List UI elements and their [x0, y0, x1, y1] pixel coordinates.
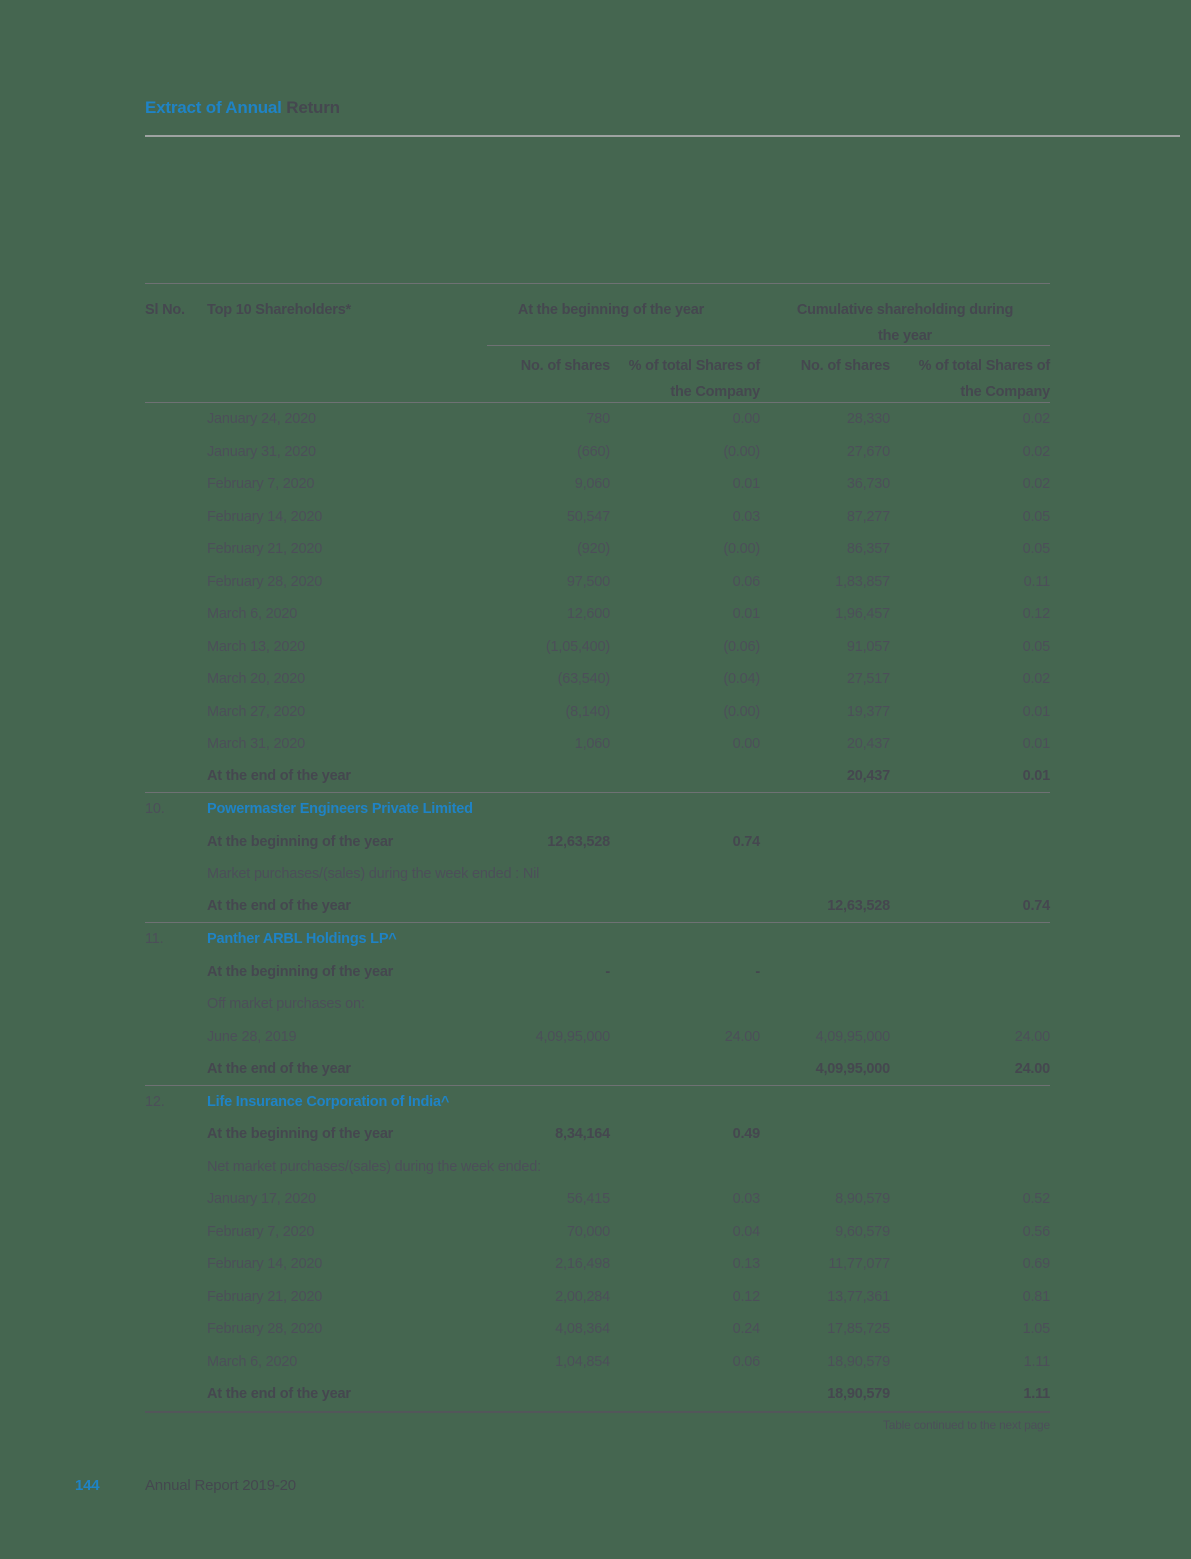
- cell-begin-shares: 1,060: [574, 736, 610, 753]
- cell-cum-shares: 9,60,579: [835, 1223, 890, 1240]
- cell-label: Panther ARBL Holdings LP^: [207, 931, 397, 948]
- cell-sl-no: 12.: [145, 1093, 165, 1110]
- table-body: [145, 403, 1050, 1413]
- cell-label: At the beginning of the year: [207, 833, 394, 850]
- cell-cum-pct: 0.56: [1022, 1223, 1050, 1240]
- table-row: [145, 956, 1050, 989]
- cell-label: Net market purchases/(sales) during the week ended:: [207, 1158, 541, 1175]
- group-header-divider: [487, 345, 1050, 346]
- cell-label: Market purchases/(sales) during the week ended : Nil: [207, 866, 540, 883]
- cell-begin-pct: 0.03: [732, 508, 760, 525]
- table-continuation-note: Table continued to the next page: [882, 1418, 1050, 1432]
- cell-begin-pct: 0.12: [732, 1288, 760, 1305]
- table-row: [145, 566, 1050, 599]
- table-row: [145, 826, 1050, 859]
- cell-begin-shares: (63,540): [557, 671, 610, 688]
- cell-cum-pct: 0.02: [1022, 443, 1050, 460]
- cell-begin-pct: 0.06: [732, 1353, 760, 1370]
- cell-label: February 21, 2020: [207, 1288, 323, 1305]
- cell-begin-shares: 2,00,284: [555, 1288, 610, 1305]
- table-row: [145, 891, 1050, 924]
- table-row: [145, 533, 1050, 566]
- cell-cum-pct: 24.00: [1014, 1028, 1050, 1045]
- cell-sl-no: 10.: [145, 801, 165, 818]
- cell-cum-pct: 0.01: [1022, 736, 1050, 753]
- table-header: [145, 283, 1050, 403]
- cell-label: January 31, 2020: [207, 443, 316, 460]
- table-row: [145, 1086, 1050, 1119]
- subheader-pct-begin: % of total Shares of the Company: [628, 358, 760, 400]
- cell-begin-pct: 0.03: [732, 1191, 760, 1208]
- cell-begin-shares: 780: [586, 411, 610, 428]
- cell-cum-shares: 18,90,579: [827, 1353, 890, 1370]
- cell-begin-shares: 8,34,164: [555, 1126, 610, 1143]
- cell-cum-pct: 0.02: [1022, 671, 1050, 688]
- cell-cum-shares: 27,670: [846, 443, 890, 460]
- cell-label: At the end of the year: [207, 1060, 351, 1077]
- cell-begin-shares: (920): [577, 541, 610, 558]
- cell-cum-pct: 0.05: [1022, 638, 1050, 655]
- cell-label: March 6, 2020: [207, 606, 298, 623]
- cell-label: March 27, 2020: [207, 703, 305, 720]
- cell-cum-shares: 17,85,725: [827, 1321, 890, 1338]
- subheader-pct-cum: % of total Shares of the Company: [918, 358, 1050, 400]
- cell-label: February 14, 2020: [207, 508, 323, 525]
- cell-begin-shares: (8,140): [565, 703, 610, 720]
- cell-cum-pct: 0.05: [1022, 508, 1050, 525]
- cell-label: Off market purchases on:: [207, 996, 365, 1013]
- cell-cum-shares: 12,63,528: [827, 898, 890, 915]
- cell-begin-pct: 0.74: [732, 833, 760, 850]
- cell-label: February 28, 2020: [207, 1321, 323, 1338]
- cell-cum-shares: 91,057: [846, 638, 890, 655]
- cell-cum-shares: 13,77,361: [827, 1288, 890, 1305]
- cell-begin-shares: 12,600: [566, 606, 610, 623]
- cell-label: February 7, 2020: [207, 476, 315, 493]
- cell-cum-shares: 1,96,457: [835, 606, 890, 623]
- footer-report-label: Annual Report 2019-20: [145, 1477, 296, 1494]
- cell-begin-pct: 0.04: [732, 1223, 760, 1240]
- cell-cum-pct: 1.11: [1023, 1386, 1050, 1403]
- cell-begin-pct: 0.06: [732, 573, 760, 590]
- cell-cum-pct: 0.02: [1022, 411, 1050, 428]
- cell-label: March 6, 2020: [207, 1353, 298, 1370]
- cell-cum-shares: 28,330: [846, 411, 890, 428]
- table-row: [145, 1118, 1050, 1151]
- cell-begin-shares: -: [605, 963, 610, 980]
- cell-cum-pct: 1.11: [1023, 1353, 1050, 1370]
- cell-cum-pct: 0.02: [1022, 476, 1050, 493]
- cell-label: February 7, 2020: [207, 1223, 315, 1240]
- cell-cum-shares: 11,77,077: [828, 1256, 890, 1273]
- cell-label: January 17, 2020: [207, 1191, 316, 1208]
- page-title-accent: Extract of Annual: [145, 98, 282, 117]
- cell-cum-shares: 8,90,579: [835, 1191, 890, 1208]
- cell-begin-pct: 0.01: [732, 606, 760, 623]
- cell-begin-pct: 24.00: [724, 1028, 760, 1045]
- cell-begin-shares: 70,000: [566, 1223, 610, 1240]
- cell-cum-shares: 4,09,95,000: [815, 1060, 890, 1077]
- cell-cum-pct: 24.00: [1014, 1060, 1050, 1077]
- cell-label: Powermaster Engineers Private Limited: [207, 801, 473, 818]
- page-title-rest: Return: [281, 98, 340, 117]
- cell-label: March 20, 2020: [207, 671, 305, 688]
- table-row: [145, 858, 1050, 891]
- header-group-cumulative-line1: Cumulative shareholding during: [796, 302, 1014, 318]
- subheader-shares-cum: No. of shares: [800, 358, 890, 374]
- cell-label: At the end of the year: [207, 1386, 351, 1403]
- cell-begin-pct: 0.00: [732, 736, 760, 753]
- cell-begin-pct: (0.00): [723, 703, 760, 720]
- table-row: [145, 1021, 1050, 1054]
- table-row: [145, 1053, 1050, 1086]
- cell-begin-pct: -: [755, 963, 760, 980]
- cell-cum-shares: 4,09,95,000: [815, 1028, 890, 1045]
- cell-begin-shares: 4,09,95,000: [535, 1028, 610, 1045]
- cell-cum-pct: 0.69: [1022, 1256, 1050, 1273]
- cell-begin-pct: (0.04): [723, 671, 760, 688]
- table-row: [145, 1248, 1050, 1281]
- cell-begin-pct: (0.00): [723, 541, 760, 558]
- cell-label: February 28, 2020: [207, 573, 323, 590]
- cell-cum-shares: 20,437: [846, 768, 890, 785]
- cell-label: January 24, 2020: [207, 411, 316, 428]
- cell-label: February 21, 2020: [207, 541, 323, 558]
- cell-cum-pct: 1.05: [1022, 1321, 1050, 1338]
- cell-begin-shares: 9,060: [574, 476, 610, 493]
- header-group-beginning: At the beginning of the year: [517, 302, 705, 318]
- cell-cum-pct: 0.01: [1022, 703, 1050, 720]
- cell-begin-pct: (0.06): [723, 638, 760, 655]
- cell-cum-pct: 0.81: [1022, 1288, 1050, 1305]
- cell-begin-pct: 0.13: [732, 1256, 760, 1273]
- cell-cum-pct: 0.52: [1022, 1191, 1050, 1208]
- table-row: [145, 696, 1050, 729]
- footer-page-number: 144: [75, 1477, 100, 1494]
- cell-begin-shares: 50,547: [566, 508, 610, 525]
- cell-begin-shares: 12,63,528: [547, 833, 610, 850]
- header-shareholders: Top 10 Shareholders*: [207, 302, 351, 318]
- table-row: [145, 728, 1050, 761]
- cell-label: March 31, 2020: [207, 736, 305, 753]
- cell-begin-pct: 0.24: [732, 1321, 760, 1338]
- table-row: [145, 1378, 1050, 1411]
- cell-begin-pct: 0.00: [732, 411, 760, 428]
- table-row: [145, 403, 1050, 436]
- table-row: [145, 1346, 1050, 1379]
- cell-label: February 14, 2020: [207, 1256, 323, 1273]
- subheader-shares-begin: No. of shares: [520, 358, 610, 374]
- page-title: [145, 98, 340, 118]
- header-sl-no: Sl No.: [145, 302, 185, 318]
- header-group-cumulative: [760, 297, 1050, 349]
- cell-cum-shares: 20,437: [846, 736, 890, 753]
- cell-label: Life Insurance Corporation of India^: [207, 1093, 450, 1110]
- cell-cum-pct: 0.05: [1022, 541, 1050, 558]
- cell-label: June 28, 2019: [207, 1028, 297, 1045]
- cell-cum-shares: 86,357: [846, 541, 890, 558]
- cell-cum-pct: 0.74: [1022, 898, 1050, 915]
- cell-cum-shares: 27,517: [846, 671, 890, 688]
- table-row: [145, 988, 1050, 1021]
- cell-label: At the beginning of the year: [207, 963, 394, 980]
- table-row: [145, 501, 1050, 534]
- cell-begin-pct: 0.49: [732, 1126, 760, 1143]
- cell-cum-shares: 19,377: [846, 703, 890, 720]
- cell-begin-shares: 56,415: [566, 1191, 610, 1208]
- cell-begin-shares: 4,08,364: [555, 1321, 610, 1338]
- cell-cum-shares: 18,90,579: [827, 1386, 890, 1403]
- cell-label: At the end of the year: [207, 768, 351, 785]
- table-row: [145, 631, 1050, 664]
- table-row: [145, 1313, 1050, 1346]
- cell-cum-shares: 36,730: [846, 476, 890, 493]
- cell-cum-pct: 0.01: [1022, 768, 1050, 785]
- cell-begin-pct: (0.00): [723, 443, 760, 460]
- table-row: [145, 1216, 1050, 1249]
- cell-begin-shares: 1,04,854: [555, 1353, 610, 1370]
- cell-cum-shares: 87,277: [846, 508, 890, 525]
- cell-begin-shares: 97,500: [566, 573, 610, 590]
- table-row: [145, 436, 1050, 469]
- header-group-cumulative-line2: the year: [877, 328, 932, 344]
- table-row: [145, 793, 1050, 826]
- cell-label: At the end of the year: [207, 898, 351, 915]
- shareholders-table: [145, 283, 1050, 1413]
- table-row: [145, 663, 1050, 696]
- cell-begin-shares: (1,05,400): [545, 638, 610, 655]
- table-row: [145, 468, 1050, 501]
- cell-label: March 13, 2020: [207, 638, 305, 655]
- table-row: [145, 1151, 1050, 1184]
- cell-begin-shares: (660): [577, 443, 610, 460]
- cell-sl-no: 11.: [145, 931, 164, 948]
- cell-cum-shares: 1,83,857: [835, 573, 890, 590]
- cell-label: At the beginning of the year: [207, 1126, 394, 1143]
- table-row: [145, 1183, 1050, 1216]
- title-divider: [145, 135, 1180, 137]
- cell-cum-pct: 0.12: [1022, 606, 1050, 623]
- table-row: [145, 761, 1050, 794]
- table-row: [145, 598, 1050, 631]
- table-row: [145, 923, 1050, 956]
- page-footer: [0, 1477, 1191, 1499]
- cell-begin-pct: 0.01: [732, 476, 760, 493]
- table-row: [145, 1281, 1050, 1314]
- cell-cum-pct: 0.11: [1023, 573, 1050, 590]
- cell-begin-shares: 2,16,498: [555, 1256, 610, 1273]
